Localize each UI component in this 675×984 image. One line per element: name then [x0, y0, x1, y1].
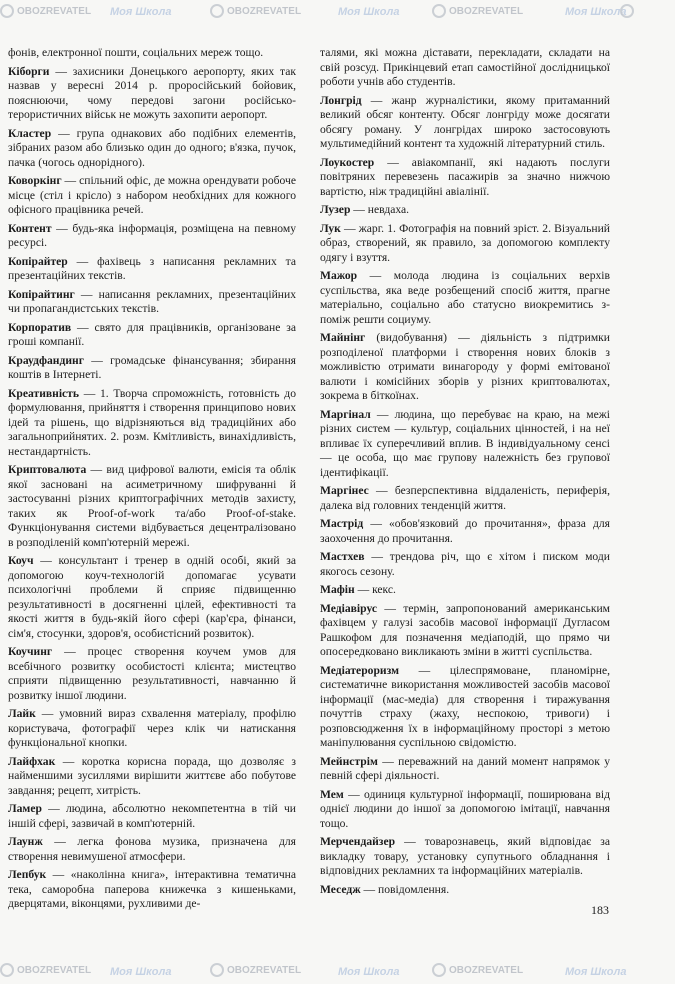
watermark-brand: Моя Школа — [338, 966, 400, 978]
glossary-term: Лайк — [8, 707, 36, 720]
logo-circle-icon — [0, 963, 14, 977]
glossary-term: Кіборги — [8, 64, 50, 78]
glossary-entry — [320, 46, 610, 90]
page-number: 183 — [591, 903, 609, 917]
glossary-definition: — переважний на даний момент напрямок у певній сфері діяльності. — [320, 754, 610, 782]
watermark-brand: Моя Школа — [565, 6, 627, 18]
glossary-definition: — спільний офіс, де можна орендувати робоче місце (стіл і крісло) з набором необхідних для кожного офісного працівника речей. — [8, 174, 296, 216]
glossary-definition: — група однакових або подібних елементів, зібраних разом або близько один до одного; в'язка, пучок, пачка (чогось однорідного). — [8, 126, 296, 169]
glossary-definition: — одиниця культурної інформації, поширювана від однієї людини до іншої за допомогою імітації, навчання тощо. — [320, 787, 610, 830]
glossary-definition: — товарознавець, який відповідає за викладку товару, установку супутнього обладнання і відповідних рекламних та інформаційних матеріалів. — [320, 835, 610, 877]
glossary-term: Коуч — [8, 554, 34, 567]
glossary-entry — [320, 602, 610, 660]
glossary-definition: — кекс. — [354, 583, 396, 596]
glossary-entry — [320, 222, 610, 266]
glossary-term: Контент — [8, 221, 52, 235]
glossary-definition: — фахівець з написання рекламних та презентаційних текстів. — [8, 254, 296, 282]
glossary-definition: — умовний вираз схвалення матеріалу, профілю користувача, фотографії через клік чи натискання функціональної кнопки. — [8, 707, 296, 749]
watermark-brand: Моя Школа — [110, 6, 172, 18]
glossary-entry — [8, 288, 296, 317]
glossary-entry — [8, 174, 296, 218]
logo-circle-icon — [0, 4, 14, 18]
glossary-entry — [320, 408, 610, 481]
watermark-logo-text: OBOZREVATEL — [227, 5, 302, 17]
glossary-entry — [320, 550, 610, 579]
watermark-brand: Моя Школа — [338, 6, 400, 18]
glossary-term: Лаунж — [8, 835, 43, 848]
glossary-entry — [8, 835, 296, 864]
glossary-term: Мейнстрім — [320, 754, 378, 768]
glossary-entry — [8, 65, 296, 123]
glossary-term: Копірайтер — [8, 254, 68, 268]
logo-circle-icon — [432, 963, 446, 977]
glossary-entry — [320, 883, 610, 898]
glossary-definition: — жанр журналістики, якому притаманний великий обсяг контенту. Обсяг лонгріду може досягати обсягу роману. У лонгрідах широко застосовують мультимедійний контент та художній літературний стиль. — [320, 93, 610, 150]
glossary-entry — [8, 321, 296, 350]
glossary-term: Мастрід — [320, 517, 364, 530]
watermark-brand: Моя Школа — [565, 966, 627, 978]
glossary-definition: — процес створення коучем умов для всебічного розвитку особистості клієнта; мистецтво сприяти підвищенню результативності, навчанню й розвитку іншої людини. — [8, 645, 296, 702]
glossary-entry — [8, 802, 296, 831]
glossary-term: Медіатероризм — [320, 663, 399, 677]
watermark-logo-text: OBOZREVATEL — [17, 5, 92, 17]
glossary-definition: — людина, абсолютно некомпетентна в тій чи іншій сфері, зазвичай в комп'ютерній. — [8, 802, 296, 830]
glossary-term: Мафін — [320, 583, 355, 596]
glossary-term: Маргінал — [320, 407, 371, 421]
logo-circle-icon — [620, 4, 634, 18]
glossary-definition: — захисники Донецького аеропорту, яких так назвав у вересні 2014 р. проросійський бойовик, пояснюючи, чому передові загони російсько-терористичних військ не можуть захопити аеропорт. — [8, 64, 296, 121]
glossary-definition: — свято для працівників, організоване за гроші компанії. — [8, 320, 296, 348]
glossary-entry — [320, 835, 610, 879]
glossary-term: Мажор — [320, 269, 358, 282]
watermark-logo — [210, 963, 301, 977]
glossary-definition: — будь-яка інформація, розміщена на певному ресурсі. — [8, 221, 296, 249]
left-column — [8, 46, 296, 916]
glossary-entry — [8, 707, 296, 751]
watermark-brand: Моя Школа — [110, 966, 172, 978]
glossary-definition: талями, які можна діставати, перекладати, складати на свій розсуд. Прикінцевий етап самостійної дослідницької роботи учнів або студентів. — [320, 46, 610, 88]
glossary-entry — [8, 222, 296, 251]
glossary-term: Меседж — [320, 882, 361, 896]
watermark-logo — [432, 4, 523, 18]
glossary-entry — [320, 269, 610, 327]
glossary-definition: — безперспективна віддаленість, периферія, далека від головних тенденцій життя. — [320, 484, 610, 512]
watermark-logo — [620, 4, 634, 18]
glossary-definition: — термін, запропонований американським фахівцем у галузі засобів масової інформації Дугласом Рашкофом для позначення медіаподій, що прямо чи опосередковано викликають зміни в житті суспільства. — [320, 601, 610, 658]
glossary-term: Ламер — [8, 802, 42, 815]
logo-circle-icon — [210, 4, 224, 18]
glossary-definition: — 1. Творча спроможність, готовність до формулювання, прийняття і створення принципово нових ідей та рішень, що відрізняються від традиційних або загальноприйнятих. 2. розм. Кмітливість, винахідливість, нестандартність. — [8, 386, 296, 458]
glossary-entry — [320, 583, 610, 598]
glossary-entry — [8, 554, 296, 641]
glossary-entry — [8, 354, 296, 383]
glossary-definition: — написання рекламних, презентаційних чи пропагандистських текстів. — [8, 287, 296, 315]
glossary-definition: — молода людина із соціальних верхів суспільства, яка веде розбещений спосіб життя, прагне матеріально, соціально або статусно виокремитись з-поміж решти социуму. — [320, 269, 610, 326]
glossary-entry — [8, 46, 296, 61]
watermark-logo — [0, 4, 91, 18]
glossary-entry — [320, 664, 610, 751]
glossary-term: Лайфхак — [8, 754, 56, 768]
glossary-entry — [8, 127, 296, 171]
glossary-term: Лузер — [320, 203, 351, 216]
glossary-term: Краудфандинг — [8, 353, 84, 367]
glossary-definition: — громадське фінансування; збирання коштів в Інтернеті. — [8, 353, 296, 381]
watermark-logo — [432, 963, 523, 977]
glossary-entry — [8, 645, 296, 703]
watermark-logo-text: OBOZREVATEL — [227, 964, 302, 976]
glossary-term: Копірайтинг — [8, 287, 75, 301]
glossary-entry — [320, 94, 610, 152]
glossary-entry — [320, 484, 610, 513]
glossary-definition: фонів, електронної пошти, соціальних мереж тощо. — [8, 46, 264, 59]
glossary-term: Мастхев — [320, 550, 365, 563]
glossary-term: Мем — [320, 787, 344, 801]
logo-circle-icon — [210, 963, 224, 977]
watermark-logo-text: OBOZREVATEL — [449, 5, 524, 17]
watermark-logo-text: OBOZREVATEL — [17, 964, 92, 976]
right-column — [320, 46, 610, 901]
glossary-term: Коучинг — [8, 645, 53, 658]
glossary-term: Лоукостер — [320, 155, 375, 169]
glossary-definition: — трендова річ, що є хітом і писком моди якогось сезону. — [320, 550, 610, 578]
glossary-entry — [320, 517, 610, 546]
glossary-term: Лепбук — [8, 868, 47, 881]
watermark-logo-text: OBOZREVATEL — [449, 964, 524, 976]
glossary-term: Мерчендайзер — [320, 835, 396, 848]
glossary-term: Корпоратив — [8, 320, 72, 334]
glossary-definition: (видобування) — діяльність з підтримки розподіленої платформи і створення нових блоків з можливістю отримати винагороду у формі емітованої валюти і комісійних зборів у різних криптовалютах, зокрема в біткоїнах. — [320, 331, 610, 402]
glossary-definition: — авіакомпанії, які надають послуги повітряних перевезень пасажирів за значно нижчою вартістю, ніж традиційні авіалінії. — [320, 155, 610, 198]
glossary-definition: — вид цифрової валюти, емісія та облік якої засновані на асиметричному шифруванні й застосуванні різних криптографічних методів захисту, таких як Proof-of-work та/або Proof-of-stake. Функціонування системи відбувається децентралізовано в розподіленій комп'ютерній мережі. — [8, 463, 296, 549]
watermark-logo — [0, 963, 91, 977]
glossary-definition: — жарг. 1. Фотографія на повний зріст. 2. Візуальний образ, створений, як правило, за допомогою комплекту одягу і взуття. — [320, 221, 610, 264]
glossary-term: Креативність — [8, 386, 80, 400]
glossary-definition: — цілеспрямоване, планомірне, систематичне використання можливостей засобів масової інформації (мас-медіа) для створення і тиражування почуттів страху (жаху, неспокою, тривоги) і розповсюдження їх в інформаційному просторі з метою маніпулювання суспільною свідомістю. — [320, 663, 610, 749]
glossary-term: Майнінг — [320, 331, 366, 344]
glossary-entry — [8, 463, 296, 550]
glossary-entry — [320, 755, 610, 784]
glossary-entry — [8, 755, 296, 799]
glossary-entry — [320, 331, 610, 404]
glossary-term: Криптовалюта — [8, 463, 87, 476]
watermark-logo — [210, 4, 301, 18]
glossary-definition: — консультант і тренер в одній особі, який за допомогою коуч-технологій допомагає усувати психологічні проблеми й сприяє підвищенню результативності в досягненні цілей, ефективності та якості життя в будь-якій його сфері (кар'єра, фінанси, сім'я, стосунки, здоров'я, особистісний розвиток). — [8, 554, 296, 640]
glossary-term: Лук — [320, 221, 341, 235]
glossary-entry — [320, 156, 610, 200]
glossary-term: Кластер — [8, 126, 52, 140]
glossary-definition: — легка фонова музика, призначена для створення невимушеної атмосфери. — [8, 835, 296, 863]
glossary-entry — [8, 868, 296, 912]
glossary-definition: — «наколінна книга», інтерактивна тематична тека, саморобна паперова книжечка з кишеньками, дверцятами, віконцями, рухливими де- — [8, 868, 296, 910]
glossary-term: Маргінес — [320, 484, 369, 497]
glossary-entry — [8, 255, 296, 284]
glossary-entry — [320, 788, 610, 832]
glossary-term: Лонгрід — [320, 93, 362, 107]
glossary-definition: — коротка корисна порада, що дозволяє з найменшими зусиллями вирішити життєве або побутове завдання; рецепт, хитрість. — [8, 754, 296, 797]
logo-circle-icon — [432, 4, 446, 18]
glossary-term: Коворкінг — [8, 174, 62, 187]
glossary-term: Медіавірус — [320, 601, 378, 615]
glossary-definition: — невдаха. — [350, 203, 410, 216]
glossary-definition: — повідомлення. — [360, 882, 450, 896]
glossary-entry — [8, 387, 296, 460]
glossary-definition: — людина, що перебуває на краю, на межі різних систем — культур, соціальних цінностей, і на неї впливає їх суперечливий вплив. В індивідуальному сенсі — це особа, що має групову належність без групової ідентифікації. — [320, 407, 610, 479]
glossary-definition: — «обов'язковий до прочитання», фраза для заохочення до прочитання. — [320, 517, 610, 545]
glossary-entry — [320, 203, 610, 218]
